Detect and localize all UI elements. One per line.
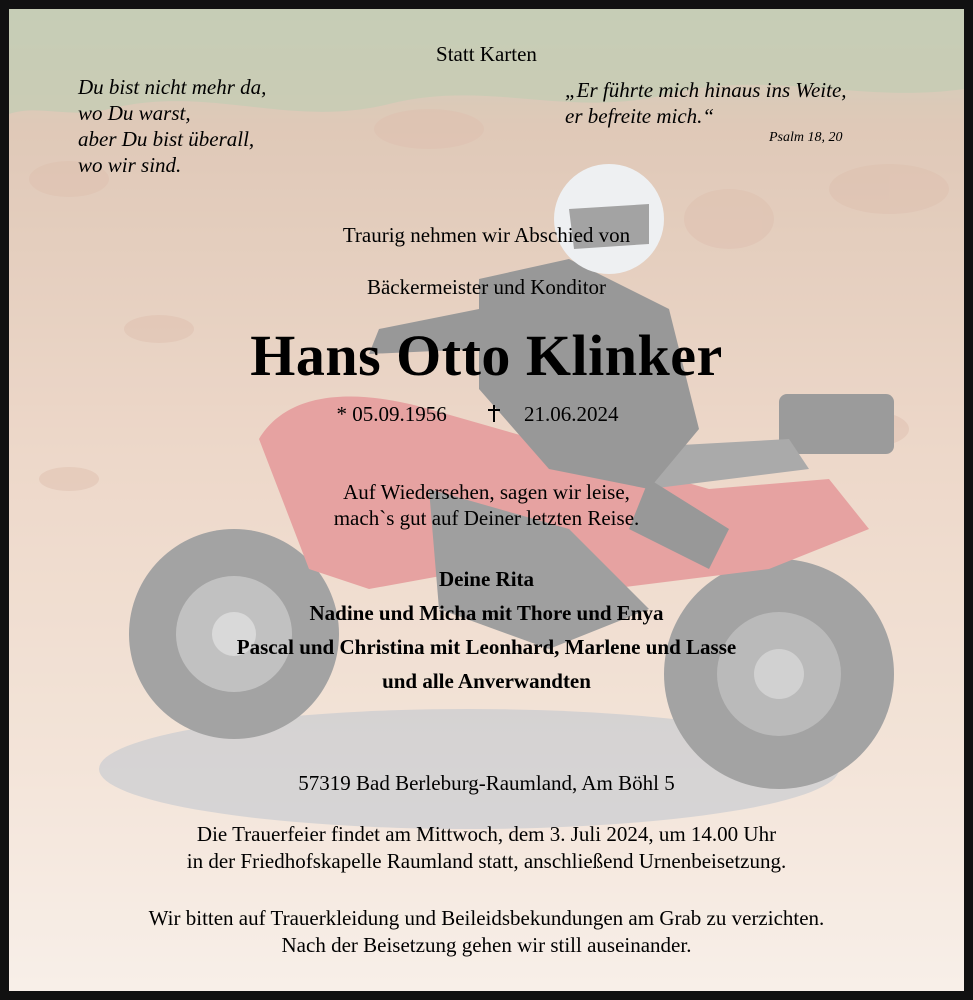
request-line: Wir bitten auf Trauerkleidung und Beileidsbekundungen am Grab zu verzichten. <box>148 906 825 930</box>
left-verse-line: Du bist nicht mehr da, <box>78 75 267 99</box>
statt-karten: Statt Karten <box>436 42 537 66</box>
life-dates <box>9 401 964 427</box>
death-date-wrap <box>488 401 637 427</box>
mourners-list <box>9 562 964 698</box>
farewell-verse <box>9 479 964 531</box>
farewell-line: mach`s gut auf Deiner letzten Reise. <box>333 506 640 530</box>
service-info <box>9 821 964 875</box>
right-verse-line: „Er führte mich hinaus ins Weite, <box>565 78 847 102</box>
psalm-reference: Psalm 18, 20 <box>769 130 843 145</box>
death-date: 21.06.2024 <box>524 402 619 426</box>
left-verse <box>78 74 266 178</box>
left-verse-line: wo Du warst, <box>78 101 191 125</box>
mourner-line: Deine Rita <box>438 567 535 591</box>
request-info <box>9 905 964 959</box>
mourner-line: und alle Anverwandten <box>382 669 591 693</box>
intro-text: Traurig nehmen wir Abschied von <box>342 223 631 247</box>
left-verse-line: wo wir sind. <box>78 153 182 177</box>
left-verse-line: aber Du bist überall, <box>78 127 255 151</box>
request-line: Nach der Beisetzung gehen wir still auseinander. <box>281 933 692 957</box>
right-verse <box>565 77 847 129</box>
birth-date: * 05.09.1956 <box>336 402 447 426</box>
mourner-line: Pascal und Christina mit Leonhard, Marlene und Lasse <box>236 635 737 659</box>
obituary-text <box>9 9 964 991</box>
right-verse-line: er befreite mich.“ <box>565 104 715 128</box>
mourner-line: Nadine und Micha mit Thore und Enya <box>309 601 664 625</box>
service-line: in der Friedhofskapelle Raumland statt, anschließend Urnenbeisetzung. <box>186 849 787 873</box>
address: 57319 Bad Berleburg-Raumland, Am Böhl 5 <box>298 771 675 795</box>
farewell-line: Auf Wiedersehen, sagen wir leise, <box>343 480 630 504</box>
service-line: Die Trauerfeier findet am Mittwoch, dem 3. Juli 2024, um 14.00 Uhr <box>196 822 777 846</box>
deceased-name: Hans Otto Klinker <box>250 323 723 388</box>
profession: Bäckermeister und Konditor <box>366 275 607 299</box>
cross-icon <box>488 405 500 422</box>
